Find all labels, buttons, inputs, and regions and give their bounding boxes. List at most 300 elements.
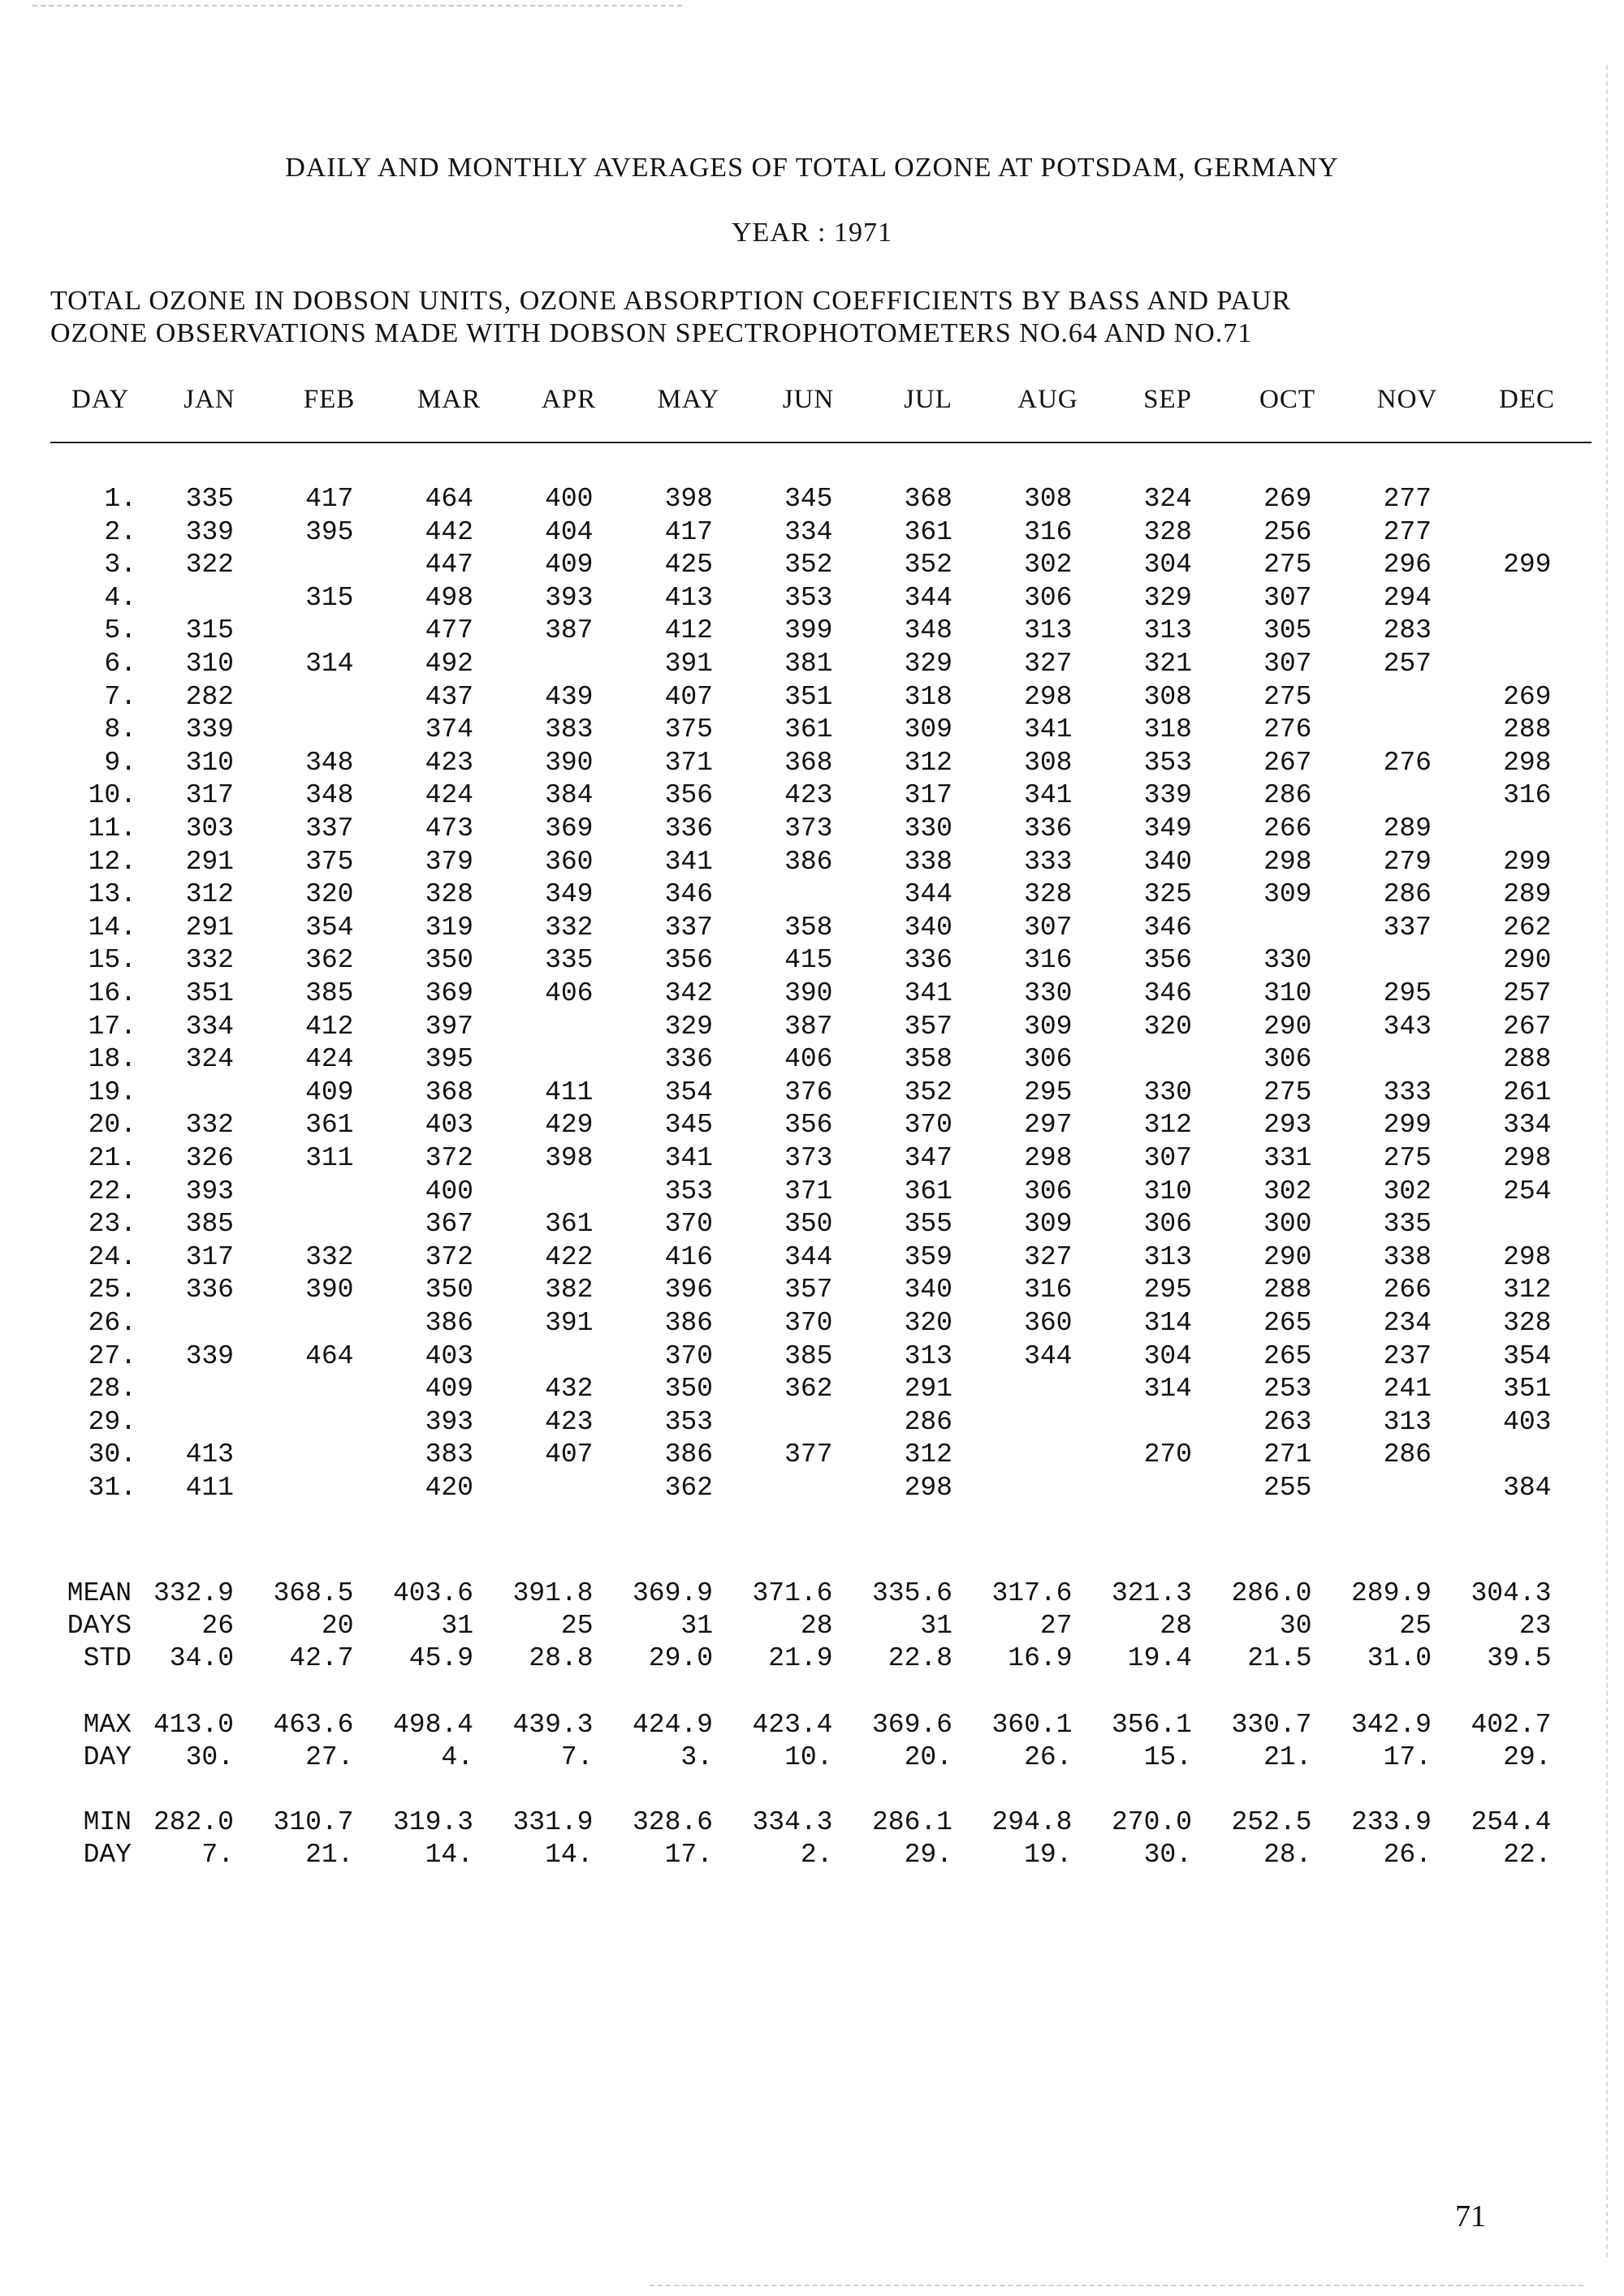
table-cell: 330 — [904, 814, 952, 844]
table-cell: 411 — [545, 1077, 594, 1107]
header-month-apr: APR — [541, 385, 597, 414]
table-cell: 353 — [784, 582, 833, 613]
table-cell: 312 — [904, 747, 952, 778]
table-cell: 371 — [784, 1176, 833, 1206]
table-cell: 368 — [784, 747, 833, 778]
table-cell: 316 — [1024, 1275, 1073, 1306]
table-cell: 257 — [1383, 649, 1432, 679]
header-month-dec: DEC — [1499, 385, 1555, 414]
row-label: 13. — [88, 879, 136, 910]
table-cell: 395 — [425, 1044, 473, 1075]
table-cell: 423.4 — [752, 1710, 833, 1740]
table-cell: 286 — [1383, 1439, 1432, 1470]
stats-row — [0, 1807, 1624, 1840]
table-cell: 298 — [1503, 1143, 1552, 1173]
table-row — [0, 1439, 1624, 1472]
table-cell: 361 — [904, 516, 952, 547]
header-day: DAY — [71, 385, 130, 414]
table-cell: 473 — [425, 814, 473, 844]
table-cell: 415 — [784, 945, 833, 976]
table-cell: 331 — [1263, 1143, 1312, 1173]
table-cell: 321 — [1143, 649, 1192, 679]
table-row — [0, 1308, 1624, 1340]
table-cell: 417 — [664, 516, 713, 547]
table-cell: 332 — [185, 1110, 234, 1141]
row-label: DAYS — [67, 1611, 132, 1641]
table-cell: 330 — [1263, 945, 1312, 976]
table-cell: 407 — [545, 1439, 594, 1470]
table-cell: 28.8 — [529, 1643, 594, 1673]
table-cell: 294 — [1383, 582, 1432, 613]
table-cell: 369.6 — [871, 1710, 952, 1740]
table-cell: 330 — [1143, 1077, 1192, 1107]
table-cell: 288 — [1503, 714, 1552, 745]
table-cell: 302 — [1024, 550, 1073, 580]
table-cell: 393 — [545, 582, 594, 613]
table-cell: 356 — [1143, 945, 1192, 976]
table-cell: 353 — [1143, 747, 1192, 778]
table-cell: 306 — [1024, 582, 1073, 613]
table-cell: 350 — [425, 945, 473, 976]
table-cell: 387 — [784, 1011, 833, 1042]
table-cell: 312 — [904, 1439, 952, 1470]
table-cell: 254 — [1503, 1176, 1552, 1206]
table-cell: 369 — [545, 814, 594, 844]
table-cell: 340 — [1143, 846, 1192, 877]
table-cell: 424 — [305, 1044, 354, 1075]
table-cell: 25 — [560, 1611, 594, 1641]
table-cell: 361 — [904, 1176, 952, 1206]
table-cell: 303 — [185, 814, 234, 844]
table-row — [0, 913, 1624, 945]
table-cell: 261 — [1503, 1077, 1552, 1107]
table-cell: 267 — [1503, 1011, 1552, 1042]
table-cell: 293 — [1263, 1110, 1312, 1141]
table-cell: 298 — [1024, 681, 1073, 712]
table-cell: 368 — [425, 1077, 473, 1107]
table-cell: 337 — [1383, 912, 1432, 943]
table-cell: 339 — [1143, 780, 1192, 811]
table-cell: 270 — [1143, 1439, 1192, 1470]
table-cell: 39.5 — [1487, 1643, 1552, 1673]
table-cell: 464 — [305, 1340, 354, 1371]
table-cell: 298 — [1263, 846, 1312, 877]
table-cell: 345 — [664, 1110, 713, 1141]
table-cell: 290 — [1503, 945, 1552, 976]
table-cell: 311 — [305, 1143, 354, 1173]
table-cell: 317 — [185, 780, 234, 811]
table-row — [0, 978, 1624, 1011]
table-cell: 289 — [1503, 879, 1552, 910]
table-cell: 17. — [1383, 1742, 1432, 1772]
table-cell: 310 — [1263, 978, 1312, 1008]
table-cell: 328 — [1024, 879, 1073, 910]
table-cell: 307 — [1263, 649, 1312, 679]
table-cell: 322 — [185, 550, 234, 580]
table-cell: 271 — [1263, 1439, 1312, 1470]
description-line-1: TOTAL OZONE IN DOBSON UNITS, OZONE ABSORPTION COEFFICIENTS BY BASS AND PAUR — [50, 286, 1292, 316]
row-label: STD — [83, 1643, 132, 1673]
year-line: YEAR : 1971 — [732, 218, 892, 248]
table-cell: 437 — [425, 681, 473, 712]
header-month-oct: OCT — [1259, 385, 1315, 414]
table-cell: 447 — [425, 550, 473, 580]
table-cell: 307 — [1263, 582, 1312, 613]
table-cell: 314 — [1143, 1308, 1192, 1338]
table-cell: 442 — [425, 516, 473, 547]
row-label: 9. — [104, 747, 136, 778]
table-cell: 370 — [904, 1110, 952, 1141]
table-cell: 30. — [1143, 1840, 1192, 1870]
table-cell: 477 — [425, 615, 473, 646]
table-cell: 386 — [664, 1439, 713, 1470]
table-cell: 282 — [185, 681, 234, 712]
table-cell: 313 — [1383, 1406, 1432, 1437]
table-cell: 31 — [680, 1611, 713, 1641]
header-month-jan: JAN — [184, 385, 235, 414]
table-cell: 400 — [425, 1176, 473, 1206]
table-cell: 283 — [1383, 615, 1432, 646]
table-cell: 310 — [185, 649, 234, 679]
table-cell: 20. — [904, 1742, 952, 1772]
table-cell: 338 — [1383, 1241, 1432, 1272]
stats-row — [0, 1710, 1624, 1742]
table-cell: 26 — [201, 1611, 234, 1641]
table-cell: 372 — [425, 1143, 473, 1173]
header-month-nov: NOV — [1376, 385, 1438, 414]
table-cell: 16.9 — [1008, 1643, 1073, 1673]
table-cell: 342 — [664, 978, 713, 1008]
row-label: 14. — [88, 912, 136, 943]
table-cell: 498.4 — [392, 1710, 473, 1740]
table-cell: 241 — [1383, 1374, 1432, 1405]
table-cell: 336 — [1024, 814, 1073, 844]
table-cell: 413 — [185, 1439, 234, 1470]
table-cell: 262 — [1503, 912, 1552, 943]
table-cell: 343 — [1383, 1011, 1432, 1042]
table-cell: 320 — [1143, 1011, 1192, 1042]
table-cell: 14. — [545, 1840, 594, 1870]
table-cell: 317 — [185, 1241, 234, 1272]
table-cell: 386 — [425, 1308, 473, 1338]
table-cell: 400 — [545, 484, 594, 514]
table-cell: 342.9 — [1350, 1710, 1432, 1740]
row-label: 29. — [88, 1406, 136, 1437]
table-cell: 420 — [425, 1473, 473, 1503]
header-month-feb: FEB — [303, 385, 356, 414]
table-cell: 390 — [545, 747, 594, 778]
row-label: 23. — [88, 1209, 136, 1240]
table-cell: 361 — [305, 1110, 354, 1141]
row-label: 24. — [88, 1241, 136, 1272]
header-month-sep: SEP — [1143, 385, 1192, 414]
table-cell: 318 — [1143, 714, 1192, 745]
table-cell: 318 — [904, 681, 952, 712]
table-cell: 358 — [784, 912, 833, 943]
table-cell: 288 — [1503, 1044, 1552, 1075]
table-cell: 310 — [1143, 1176, 1192, 1206]
table-cell: 372 — [425, 1241, 473, 1272]
table-cell: 31 — [441, 1611, 473, 1641]
table-cell: 403.6 — [392, 1578, 473, 1608]
table-cell: 286.0 — [1231, 1578, 1312, 1608]
table-cell: 21.5 — [1247, 1643, 1312, 1673]
header-month-jun: JUN — [782, 385, 835, 414]
table-cell: 306 — [1143, 1209, 1192, 1240]
table-cell: 439.3 — [512, 1710, 594, 1740]
table-header-row — [0, 385, 1624, 417]
table-cell: 10. — [784, 1742, 833, 1772]
table-cell: 409 — [425, 1374, 473, 1405]
table-cell: 307 — [1024, 912, 1073, 943]
table-cell: 290 — [1263, 1241, 1312, 1272]
table-cell: 332.9 — [153, 1578, 234, 1608]
table-cell: 275 — [1263, 1077, 1312, 1107]
row-label: 11. — [88, 814, 136, 844]
table-row — [0, 1242, 1624, 1275]
table-cell: 302 — [1263, 1176, 1312, 1206]
table-cell: 356 — [664, 945, 713, 976]
table-cell: 375 — [664, 714, 713, 745]
table-cell: 314 — [305, 649, 354, 679]
table-cell: 385 — [784, 1340, 833, 1371]
table-cell: 279 — [1383, 846, 1432, 877]
table-cell: 306 — [1263, 1044, 1312, 1075]
table-cell: 277 — [1383, 516, 1432, 547]
table-row — [0, 615, 1624, 648]
page-edge-top — [32, 5, 682, 6]
table-cell: 355 — [904, 1209, 952, 1240]
row-label: MEAN — [67, 1578, 132, 1608]
table-cell: 391 — [664, 649, 713, 679]
table-cell: 327 — [1024, 1241, 1073, 1272]
table-cell: 361 — [784, 714, 833, 745]
header-month-jul: JUL — [904, 385, 952, 414]
table-cell: 390 — [784, 978, 833, 1008]
table-cell: 334 — [1503, 1110, 1552, 1141]
table-cell: 349 — [1143, 814, 1192, 844]
table-cell: 286.1 — [871, 1807, 952, 1837]
table-cell: 299 — [1503, 550, 1552, 580]
table-cell: 351 — [784, 681, 833, 712]
table-cell: 416 — [664, 1241, 713, 1272]
table-cell: 329 — [664, 1011, 713, 1042]
table-cell: 402.7 — [1471, 1710, 1552, 1740]
table-cell: 341 — [1024, 780, 1073, 811]
table-row — [0, 814, 1624, 846]
table-cell: 335 — [1383, 1209, 1432, 1240]
table-cell: 423 — [545, 1406, 594, 1437]
table-cell: 357 — [784, 1275, 833, 1306]
table-cell: 297 — [1024, 1110, 1073, 1141]
row-label: 21. — [88, 1143, 136, 1173]
table-cell: 386 — [784, 846, 833, 877]
row-label: 3. — [104, 550, 136, 580]
table-cell: 359 — [904, 1241, 952, 1272]
table-cell: 269 — [1263, 484, 1312, 514]
table-cell: 397 — [425, 1011, 473, 1042]
table-cell: 376 — [784, 1077, 833, 1107]
row-label: MIN — [83, 1807, 132, 1837]
table-cell: 299 — [1503, 846, 1552, 877]
table-row — [0, 649, 1624, 681]
table-cell: 313 — [1024, 615, 1073, 646]
table-cell: 332 — [545, 912, 594, 943]
table-row — [0, 1407, 1624, 1439]
table-cell: 42.7 — [289, 1643, 354, 1673]
table-cell: 304 — [1143, 550, 1192, 580]
table-cell: 28 — [800, 1611, 833, 1641]
table-cell: 340 — [904, 912, 952, 943]
table-cell: 307 — [1143, 1143, 1192, 1173]
table-cell: 291 — [904, 1374, 952, 1405]
table-cell: 19.4 — [1127, 1643, 1192, 1673]
row-label: 15. — [88, 945, 136, 976]
table-cell: 253 — [1263, 1374, 1312, 1405]
table-cell: 17. — [664, 1840, 713, 1870]
table-cell: 28 — [1160, 1611, 1192, 1641]
table-cell: 275 — [1263, 550, 1312, 580]
table-cell: 387 — [545, 615, 594, 646]
table-cell: 353 — [664, 1406, 713, 1437]
table-row — [0, 714, 1624, 747]
table-cell: 332 — [305, 1241, 354, 1272]
table-cell: 330 — [1024, 978, 1073, 1008]
table-cell: 409 — [305, 1077, 354, 1107]
table-cell: 348 — [305, 780, 354, 811]
row-label: 17. — [88, 1011, 136, 1042]
table-cell: 2. — [800, 1840, 833, 1870]
table-cell: 492 — [425, 649, 473, 679]
table-cell: 29. — [904, 1840, 952, 1870]
table-cell: 310.7 — [273, 1807, 354, 1837]
table-row — [0, 682, 1624, 714]
table-cell: 308 — [1143, 681, 1192, 712]
table-cell: 313 — [1143, 1241, 1192, 1272]
table-cell: 302 — [1383, 1176, 1432, 1206]
table-cell: 310 — [185, 747, 234, 778]
table-row — [0, 847, 1624, 879]
table-cell: 275 — [1263, 681, 1312, 712]
table-cell: 335 — [545, 945, 594, 976]
table-cell: 413.0 — [153, 1710, 234, 1740]
table-cell: 336 — [185, 1275, 234, 1306]
table-cell: 15. — [1143, 1742, 1192, 1772]
table-cell: 312 — [185, 879, 234, 910]
table-cell: 313 — [904, 1340, 952, 1371]
table-cell: 350 — [784, 1209, 833, 1240]
table-cell: 324 — [1143, 484, 1192, 514]
table-cell: 21. — [305, 1840, 354, 1870]
table-cell: 335 — [185, 484, 234, 514]
table-row — [0, 550, 1624, 582]
table-cell: 316 — [1503, 780, 1552, 811]
table-cell: 328 — [1503, 1308, 1552, 1338]
table-cell: 22. — [1503, 1840, 1552, 1870]
table-cell: 30 — [1279, 1611, 1312, 1641]
table-cell: 26. — [1383, 1840, 1432, 1870]
row-label: 4. — [104, 582, 136, 613]
stats-row — [0, 1643, 1624, 1676]
table-cell: 312 — [1503, 1275, 1552, 1306]
page-number: 71 — [1455, 2199, 1486, 2233]
table-row — [0, 1341, 1624, 1374]
row-label: 7. — [104, 681, 136, 712]
row-label: 6. — [104, 649, 136, 679]
table-cell: 350 — [425, 1275, 473, 1306]
table-cell: 390 — [305, 1275, 354, 1306]
table-cell: 498 — [425, 582, 473, 613]
table-cell: 320 — [904, 1308, 952, 1338]
table-cell: 354 — [305, 912, 354, 943]
table-cell: 432 — [545, 1374, 594, 1405]
table-cell: 352 — [784, 550, 833, 580]
table-cell: 412 — [664, 615, 713, 646]
row-label: 27. — [88, 1340, 136, 1371]
stats-row — [0, 1840, 1624, 1872]
table-cell: 341 — [664, 1143, 713, 1173]
table-cell: 403 — [1503, 1406, 1552, 1437]
table-cell: 360.1 — [991, 1710, 1073, 1740]
table-cell: 382 — [545, 1275, 594, 1306]
table-cell: 357 — [904, 1011, 952, 1042]
table-cell: 399 — [784, 615, 833, 646]
table-cell: 463.6 — [273, 1710, 354, 1740]
table-cell: 299 — [1383, 1110, 1432, 1141]
table-cell: 353 — [664, 1176, 713, 1206]
table-cell: 4. — [441, 1742, 473, 1772]
row-label: 28. — [88, 1374, 136, 1405]
table-cell: 266 — [1383, 1275, 1432, 1306]
table-cell: 344 — [1024, 1340, 1073, 1371]
table-cell: 304 — [1143, 1340, 1192, 1371]
table-cell: 315 — [305, 582, 354, 613]
table-cell: 379 — [425, 846, 473, 877]
table-cell: 317 — [904, 780, 952, 811]
table-cell: 286 — [1263, 780, 1312, 811]
table-cell: 300 — [1263, 1209, 1312, 1240]
table-cell: 291 — [185, 912, 234, 943]
row-label: 18. — [88, 1044, 136, 1075]
table-cell: 370 — [664, 1340, 713, 1371]
table-cell: 257 — [1503, 978, 1552, 1008]
table-cell: 385 — [305, 978, 354, 1008]
table-row — [0, 879, 1624, 912]
row-label: DAY — [83, 1840, 132, 1870]
table-cell: 21.9 — [768, 1643, 833, 1673]
table-cell: 339 — [185, 1340, 234, 1371]
table-cell: 368 — [904, 484, 952, 514]
table-cell: 358 — [904, 1044, 952, 1075]
row-label: 25. — [88, 1275, 136, 1306]
table-cell: 289.9 — [1350, 1578, 1432, 1608]
table-cell: 464 — [425, 484, 473, 514]
table-cell: 309 — [1024, 1011, 1073, 1042]
table-cell: 309 — [904, 714, 952, 745]
table-cell: 328 — [425, 879, 473, 910]
table-cell: 320 — [305, 879, 354, 910]
table-cell: 354 — [1503, 1340, 1552, 1371]
stats-row — [0, 1578, 1624, 1611]
table-cell: 356 — [784, 1110, 833, 1141]
row-label: 30. — [88, 1439, 136, 1470]
table-cell: 383 — [545, 714, 594, 745]
table-cell: 346 — [664, 879, 713, 910]
table-cell: 336 — [664, 1044, 713, 1075]
table-cell: 265 — [1263, 1340, 1312, 1371]
table-cell: 367 — [425, 1209, 473, 1240]
table-cell: 329 — [904, 649, 952, 679]
